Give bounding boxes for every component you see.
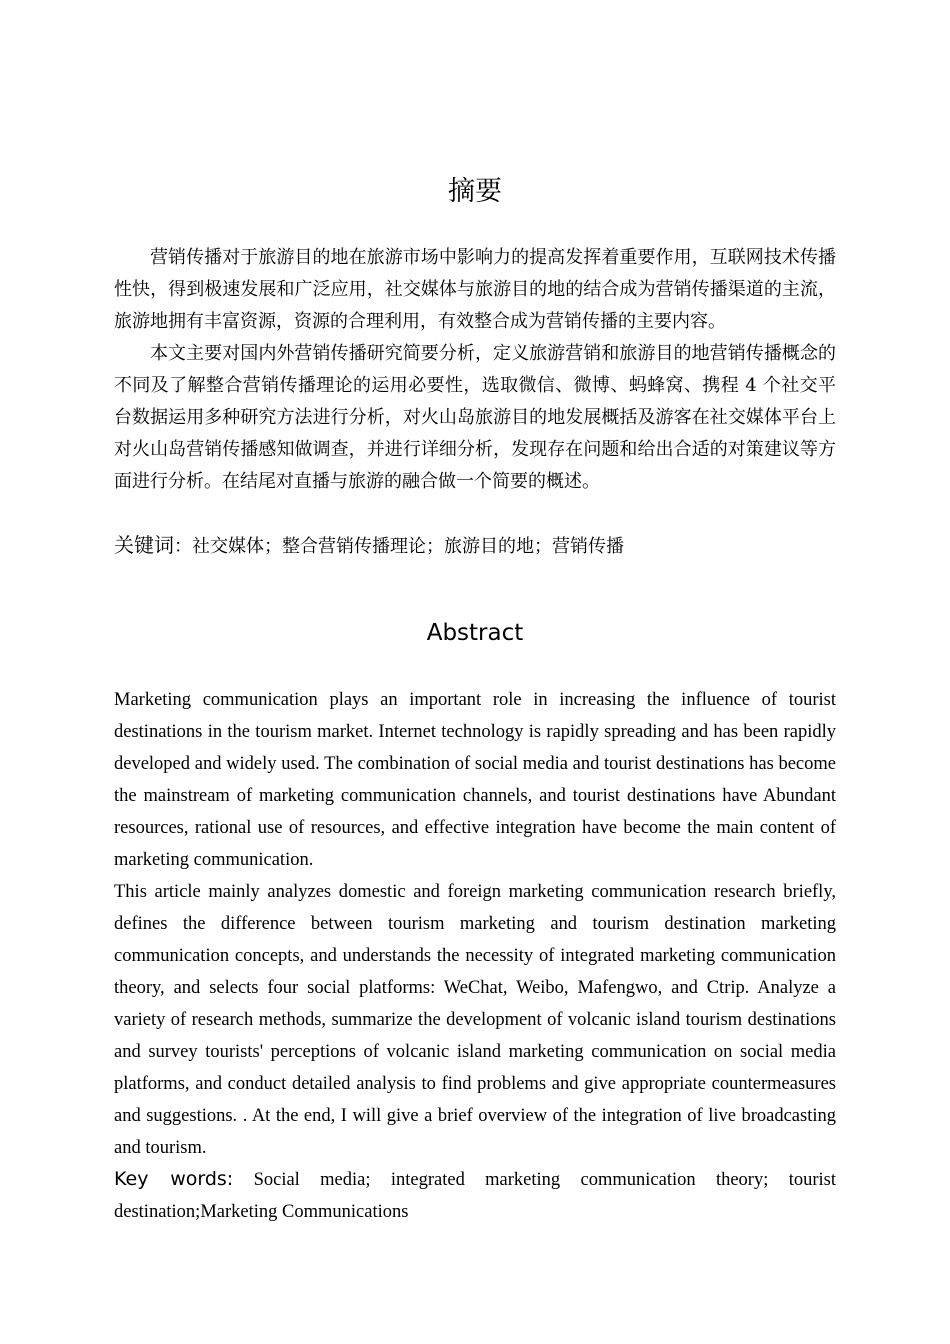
english-keywords-label: Key words: [114, 1168, 234, 1190]
english-abstract-title: Abstract [426, 620, 524, 646]
chinese-abstract-paragraph-2: 本文主要对国内外营销传播研究简要分析，定义旅游营销和旅游目的地营销传播概念的不同及了解整合营销传播理论的运用必要性，选取微信、微博、蚂蜂窝、携程 4 个社交平台数据运用多种研究方法进行分析，对火山岛旅游目的地发展概括及游客在社交媒体平台上对火山岛营销传播感知做调查，并进行详细分析，发现存在问题和给出合适的对策建议等方面进行分析。在结尾对直播与旅游的融合做一个简要的概述。 [114, 343, 836, 492]
chinese-abstract-body [114, 242, 836, 498]
chinese-abstract-paragraph-1: 营销传播对于旅游目的地在旅游市场中影响力的提高发挥着重要作用，互联网技术传播性快，得到极速发展和广泛应用，社交媒体与旅游目的地的结合成为营销传播渠道的主流，旅游地拥有丰富资源，资源的合理利用，有效整合成为营销传播的主要内容。 [114, 247, 836, 332]
english-abstract-paragraph-2: This article mainly analyzes domestic and foreign marketing communication research briefly, defines the difference between tourism marketing and tourism destination marketing communication concepts, and understands the necessity of integrated marketing communication theory, and selects four social platforms: WeChat, Weibo, Mafengwo, and Ctrip. Analyze a variety of research methods, summarize the development of volcanic island tourism destinations and survey tourists' perceptions of volcanic island marketing communication on social media platforms, and conduct detailed analysis to find problems and give appropriate countermeasures and suggestions. . At the end, I will give a brief overview of the integration of live broadcasting and tourism. [114, 882, 836, 1158]
english-keywords-text: Social media; integrated marketing communication theory; tourist destination;Marketing Communications [114, 1170, 836, 1222]
chinese-keywords [114, 529, 836, 563]
english-abstract-paragraph-1: Marketing communication plays an important role in increasing the influence of tourist destinations in the tourism market. Internet technology is rapidly spreading and has been rapidly developed and widely used. The combination of social media and tourist destinations has become the mainstream of marketing communication channels, and tourist destinations have Abundant resources, rational use of resources, and effective integration have become the main content of marketing communication. [114, 690, 836, 870]
chinese-keywords-label: 关键词 [114, 533, 174, 557]
chinese-keywords-text: ：社交媒体；整合营销传播理论；旅游目的地；营销传播 [174, 536, 624, 557]
chinese-abstract-title: 摘要 [448, 176, 502, 207]
english-keywords [114, 1163, 836, 1228]
english-abstract-body [114, 684, 836, 1164]
